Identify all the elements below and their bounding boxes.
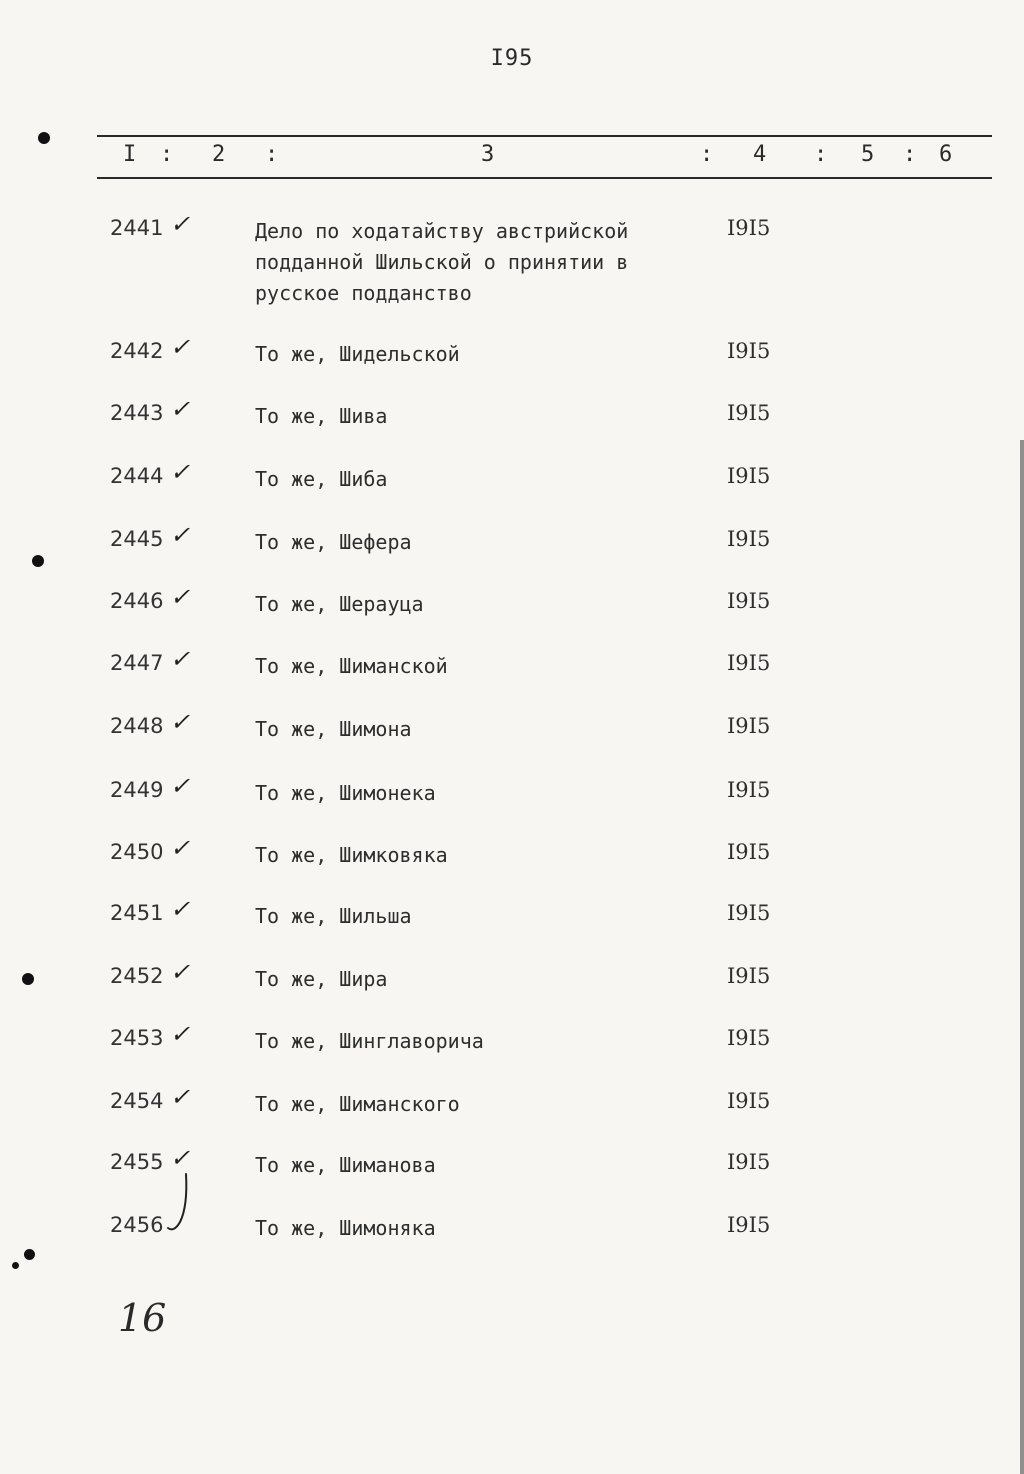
table-row (0, 1144, 1024, 1190)
checkmark-icon: ✓ (170, 1020, 191, 1048)
page-number: I95 (490, 46, 534, 71)
header-sep-1: : (160, 142, 174, 167)
table-row (0, 895, 1024, 941)
case-year: I9I5 (727, 216, 771, 240)
checkmark-icon: ✓ (170, 458, 191, 486)
table-row (0, 583, 1024, 629)
case-title: То же, Шиманской (255, 654, 448, 678)
case-number: 2446 (110, 589, 164, 613)
case-year: I9I5 (727, 527, 771, 551)
checkmark-icon: ✓ (170, 958, 191, 986)
case-title: То же, Шидельской (255, 342, 460, 366)
case-year: I9I5 (727, 1026, 771, 1050)
case-title: То же, Шиманского (255, 1092, 460, 1116)
case-number: 2443 (110, 401, 164, 425)
case-year: I9I5 (727, 964, 771, 988)
header-col-2: 2 (212, 142, 226, 167)
case-year: I9I5 (727, 901, 771, 925)
case-number: 2448 (110, 714, 164, 738)
case-number: 2445 (110, 527, 164, 551)
header-sep-5: : (903, 142, 917, 167)
table-row (0, 1213, 1024, 1253)
checkmark-icon: ✓ (170, 834, 191, 862)
header-sep-2: : (265, 142, 279, 167)
case-year: I9I5 (727, 714, 771, 738)
case-title: То же, Шира (255, 967, 388, 991)
case-number: 2454 (110, 1089, 164, 1113)
table-row (0, 1083, 1024, 1129)
column-header-row (0, 142, 1024, 172)
case-year: I9I5 (727, 401, 771, 425)
checkmark-icon: ✓ (170, 772, 191, 800)
case-year: I9I5 (727, 1150, 771, 1174)
header-rule-bottom (97, 177, 992, 179)
header-sep-3: : (700, 142, 714, 167)
header-sep-4: : (814, 142, 828, 167)
table-row (0, 958, 1024, 1004)
case-title: То же, Шерауца (255, 592, 424, 616)
header-col-5: 5 (861, 142, 875, 167)
case-year: I9I5 (727, 339, 771, 363)
table-row (0, 458, 1024, 504)
punch-hole-mark (32, 555, 44, 567)
handwritten-page-count: 16 (118, 1296, 167, 1340)
table-row (0, 834, 1024, 880)
case-number: 2442 (110, 339, 164, 363)
checkmark-icon: ✓ (170, 395, 191, 423)
case-number: 2441 (110, 216, 164, 240)
table-row (0, 333, 1024, 379)
case-year: I9I5 (727, 651, 771, 675)
checkmark-icon: ✓ (170, 210, 191, 238)
case-number: 2450 (110, 840, 164, 864)
punch-hole-mark (12, 1262, 19, 1269)
checkmark-icon: ✓ (170, 1144, 191, 1172)
case-title: То же, Шинглаворича (255, 1029, 484, 1053)
case-number: 2447 (110, 651, 164, 675)
table-row (0, 772, 1024, 818)
case-year: I9I5 (727, 1089, 771, 1113)
header-col-3: 3 (481, 142, 495, 167)
case-title: То же, Шиба (255, 467, 388, 491)
case-number: 2451 (110, 901, 164, 925)
case-year: I9I5 (727, 840, 771, 864)
case-number: 2449 (110, 778, 164, 802)
header-col-6: 6 (939, 142, 953, 167)
table-row (0, 645, 1024, 691)
case-title: То же, Шильша (255, 904, 412, 928)
case-year: I9I5 (727, 589, 771, 613)
table-row (0, 210, 1024, 305)
case-title: Дело по ходатайству австрийской подданной Шильской о принятии в русское подданство (255, 219, 629, 305)
case-number: 2455 (110, 1150, 164, 1174)
case-title: То же, Шиманова (255, 1153, 436, 1177)
punch-hole-mark (22, 973, 34, 985)
case-year: I9I5 (727, 464, 771, 488)
checkmark-icon: ✓ (170, 521, 191, 549)
checkmark-icon: ✓ (170, 645, 191, 673)
header-col-1: I (123, 142, 137, 167)
checkmark-icon: ✓ (170, 333, 191, 361)
case-year: I9I5 (727, 778, 771, 802)
table-row (0, 708, 1024, 754)
case-year: I9I5 (727, 1213, 771, 1237)
case-number: 2444 (110, 464, 164, 488)
table-row (0, 395, 1024, 441)
case-title: То же, Шимковяка (255, 843, 448, 867)
case-title: То же, Шимоняка (255, 1216, 436, 1240)
case-title: То же, Шимона (255, 717, 412, 741)
page-edge-shadow (1020, 440, 1024, 1474)
checkmark-icon: ✓ (170, 708, 191, 736)
case-number: 2456 (110, 1213, 164, 1237)
punch-hole-mark (24, 1249, 35, 1260)
header-col-4: 4 (753, 142, 767, 167)
table-row (0, 521, 1024, 567)
header-rule-top (97, 135, 992, 137)
table-row (0, 1020, 1024, 1066)
case-number: 2453 (110, 1026, 164, 1050)
case-number: 2452 (110, 964, 164, 988)
case-title: То же, Шива (255, 404, 388, 428)
checkmark-icon: ✓ (170, 583, 191, 611)
handwritten-stroke-icon (160, 1170, 200, 1240)
punch-hole-mark (38, 132, 50, 144)
checkmark-icon: ✓ (170, 1083, 191, 1111)
checkmark-icon: ✓ (170, 895, 191, 923)
case-title: То же, Шимонека (255, 781, 436, 805)
case-title: То же, Шефера (255, 530, 412, 554)
